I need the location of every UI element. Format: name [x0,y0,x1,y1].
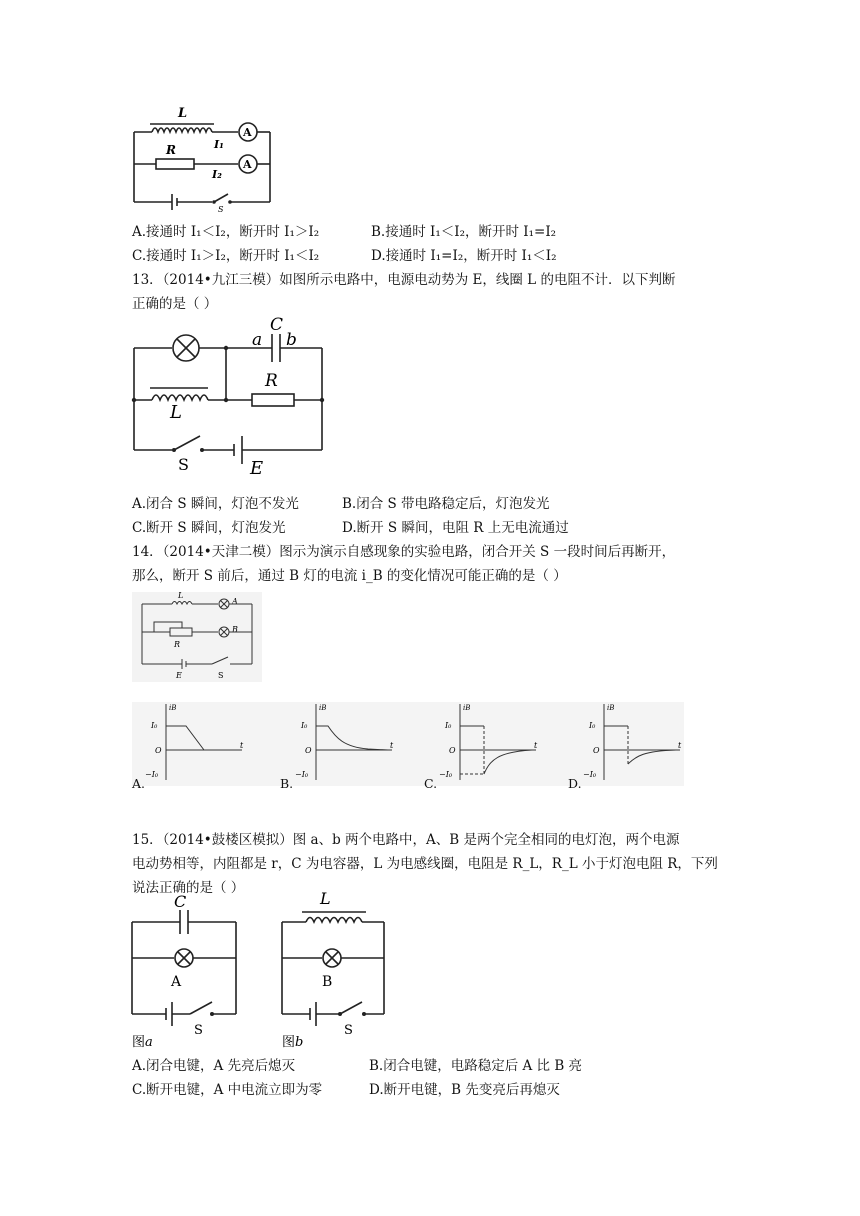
q15-fig-a-label-A: A [171,974,182,990]
q14-graph-d-ylabel: iB [607,704,615,712]
q15-fig-a-caption-prefix: 图 [132,1035,146,1050]
q14-graph-c-neg-i0: −I₀ [439,770,453,779]
q13-fig-label-E: E [250,458,264,479]
svg-text:图b [282,1035,303,1050]
q15-fig-a-label-C: C [174,892,187,911]
q12-option-a: A.接通时 I₁＜I₂，断开时 I₁＞I₂ [132,224,320,240]
q14-graph-c-label: C. [424,776,438,791]
q15-figure-b [278,884,398,1050]
q13-fig-label-S: S [178,455,189,474]
q14-graph-b-i0: I₀ [301,721,308,730]
q12-fig-label-I1: I₁ [214,138,224,151]
q14-stem-line2: 那么，断开 S 前后，通过 B 灯的电流 i_B 的变化情况可能正确的是（ ） [132,568,567,584]
q14-graph-d [580,700,690,786]
q14-fig-label-A: A [232,597,238,606]
q15-fig-a-label-S: S [194,1023,203,1038]
q14-graph-d-tlabel: t [678,741,682,750]
q14-graph-a-tlabel: t [240,741,244,750]
q14-fig-label-E: E [176,671,182,680]
q14-graph-b [292,700,402,786]
q15-stem-line3: 说法正确的是（ ） [132,880,245,896]
q15-fig-b-label-L: L [320,889,331,908]
q14-graph-b-neg-i0: −I₀ [295,770,309,779]
q14-graph-c-ylabel: iB [463,704,471,712]
q12-circuit-figure [128,104,278,214]
q15-fig-a-caption-letter: a [145,1035,153,1050]
q14-graph-b-tlabel: t [390,741,394,750]
q13-stem-line2: 正确的是（ ） [132,296,218,312]
q14-circuit-figure [132,592,262,682]
q14-fig-label-L: L [178,591,184,600]
q14-graph-a-origin: O [155,746,162,755]
q12-fig-ammeter2: A [243,158,252,171]
q12-option-d: D.接通时 I₁=I₂，断开时 I₁＜I₂ [371,248,557,264]
q14-graph-d-neg-i0: −I₀ [583,770,597,779]
q15-fig-b-label-S: S [344,1023,353,1038]
q12-fig-ammeter1: A [243,126,252,139]
q15-fig-b-caption-prefix: 图 [282,1035,296,1050]
q14-graph-d-origin: O [593,746,600,755]
q15-stem-line2: 电动势相等，内阻都是 r，C 为电容器，L 为电感线圈，电阻是 R_L，R_L 小于灯泡电阻 R，下列 [132,856,718,872]
q14-graph-b-ylabel: iB [319,704,327,712]
q14-fig-label-S: S [218,671,224,680]
q13-fig-label-C: C [270,315,284,335]
q13-option-d: D.断开 S 瞬间，电阻 R 上无电流通过 [342,520,569,536]
q12-fig-label-I2: I₂ [212,168,222,181]
q14-graph-a-label: A. [132,776,146,791]
q14-graph-a-i0: I₀ [151,721,158,730]
q14-graph-c-origin: O [449,746,456,755]
q13-option-b: B.闭合 S 带电路稳定后，灯泡发光 [342,496,550,512]
q13-circuit-figure [128,314,328,484]
q15-option-d: D.断开电键，B 先变亮后再熄灭 [369,1082,560,1098]
q13-fig-label-a: a [252,330,263,350]
q13-option-a: A.闭合 S 瞬间，灯泡不发光 [132,496,299,512]
q12-option-b: B.接通时 I₁＜I₂，断开时 I₁=I₂ [371,224,557,240]
q14-stem-line1: 14．（2014•天津二模）图示为演示自感现象的实验电路，闭合开关 S 一段时间后再断开， [132,544,676,560]
q12-fig-label-R: R [166,143,176,157]
q14-graph-a [142,700,252,786]
q14-graph-d-label: D. [568,776,582,791]
q14-fig-label-R: R [174,640,181,649]
q14-fig-label-B: B [232,625,238,634]
q13-fig-label-L: L [170,402,182,423]
q12-fig-label-L: L [178,106,188,121]
q15-fig-b-label-B: B [322,974,333,990]
q13-option-c: C.断开 S 瞬间，灯泡发光 [132,520,286,536]
q13-fig-label-R: R [265,371,278,391]
q14-graph-c-tlabel: t [534,741,538,750]
q14-graph-b-origin: O [305,746,312,755]
q14-graph-c-i0: I₀ [445,721,452,730]
q14-graph-d-i0: I₀ [589,721,596,730]
q13-stem-line1: 13．（2014•九江三模）如图所示电路中，电源电动势为 E，线圈 L 的电阻不计．以下判断 [132,272,676,288]
q15-fig-b-caption-letter: b [295,1035,304,1050]
q15-option-c: C.断开电键，A 中电流立即为零 [132,1082,323,1098]
q15-option-a: A.闭合电键，A 先亮后熄灭 [132,1058,296,1074]
q12-fig-label-S: S [218,205,224,214]
q13-fig-label-b: b [286,330,297,350]
q14-graph-a-ylabel: iB [169,704,177,712]
q15-option-b: B.闭合电键，电路稳定后 A 比 B 亮 [369,1058,583,1074]
q14-graph-a-neg-i0: −I₀ [145,770,159,779]
svg-text:图a [132,1035,153,1050]
q12-option-c: C.接通时 I₁＞I₂，断开时 I₁＜I₂ [132,248,320,264]
q14-graph-c [436,700,546,786]
q15-stem-line1: 15．（2014•鼓楼区模拟）图 a、b 两个电路中，A、B 是两个完全相同的电灯泡，两个电源 [132,832,680,848]
q15-figure-a [128,890,248,1050]
q14-graph-b-label: B. [280,776,294,791]
